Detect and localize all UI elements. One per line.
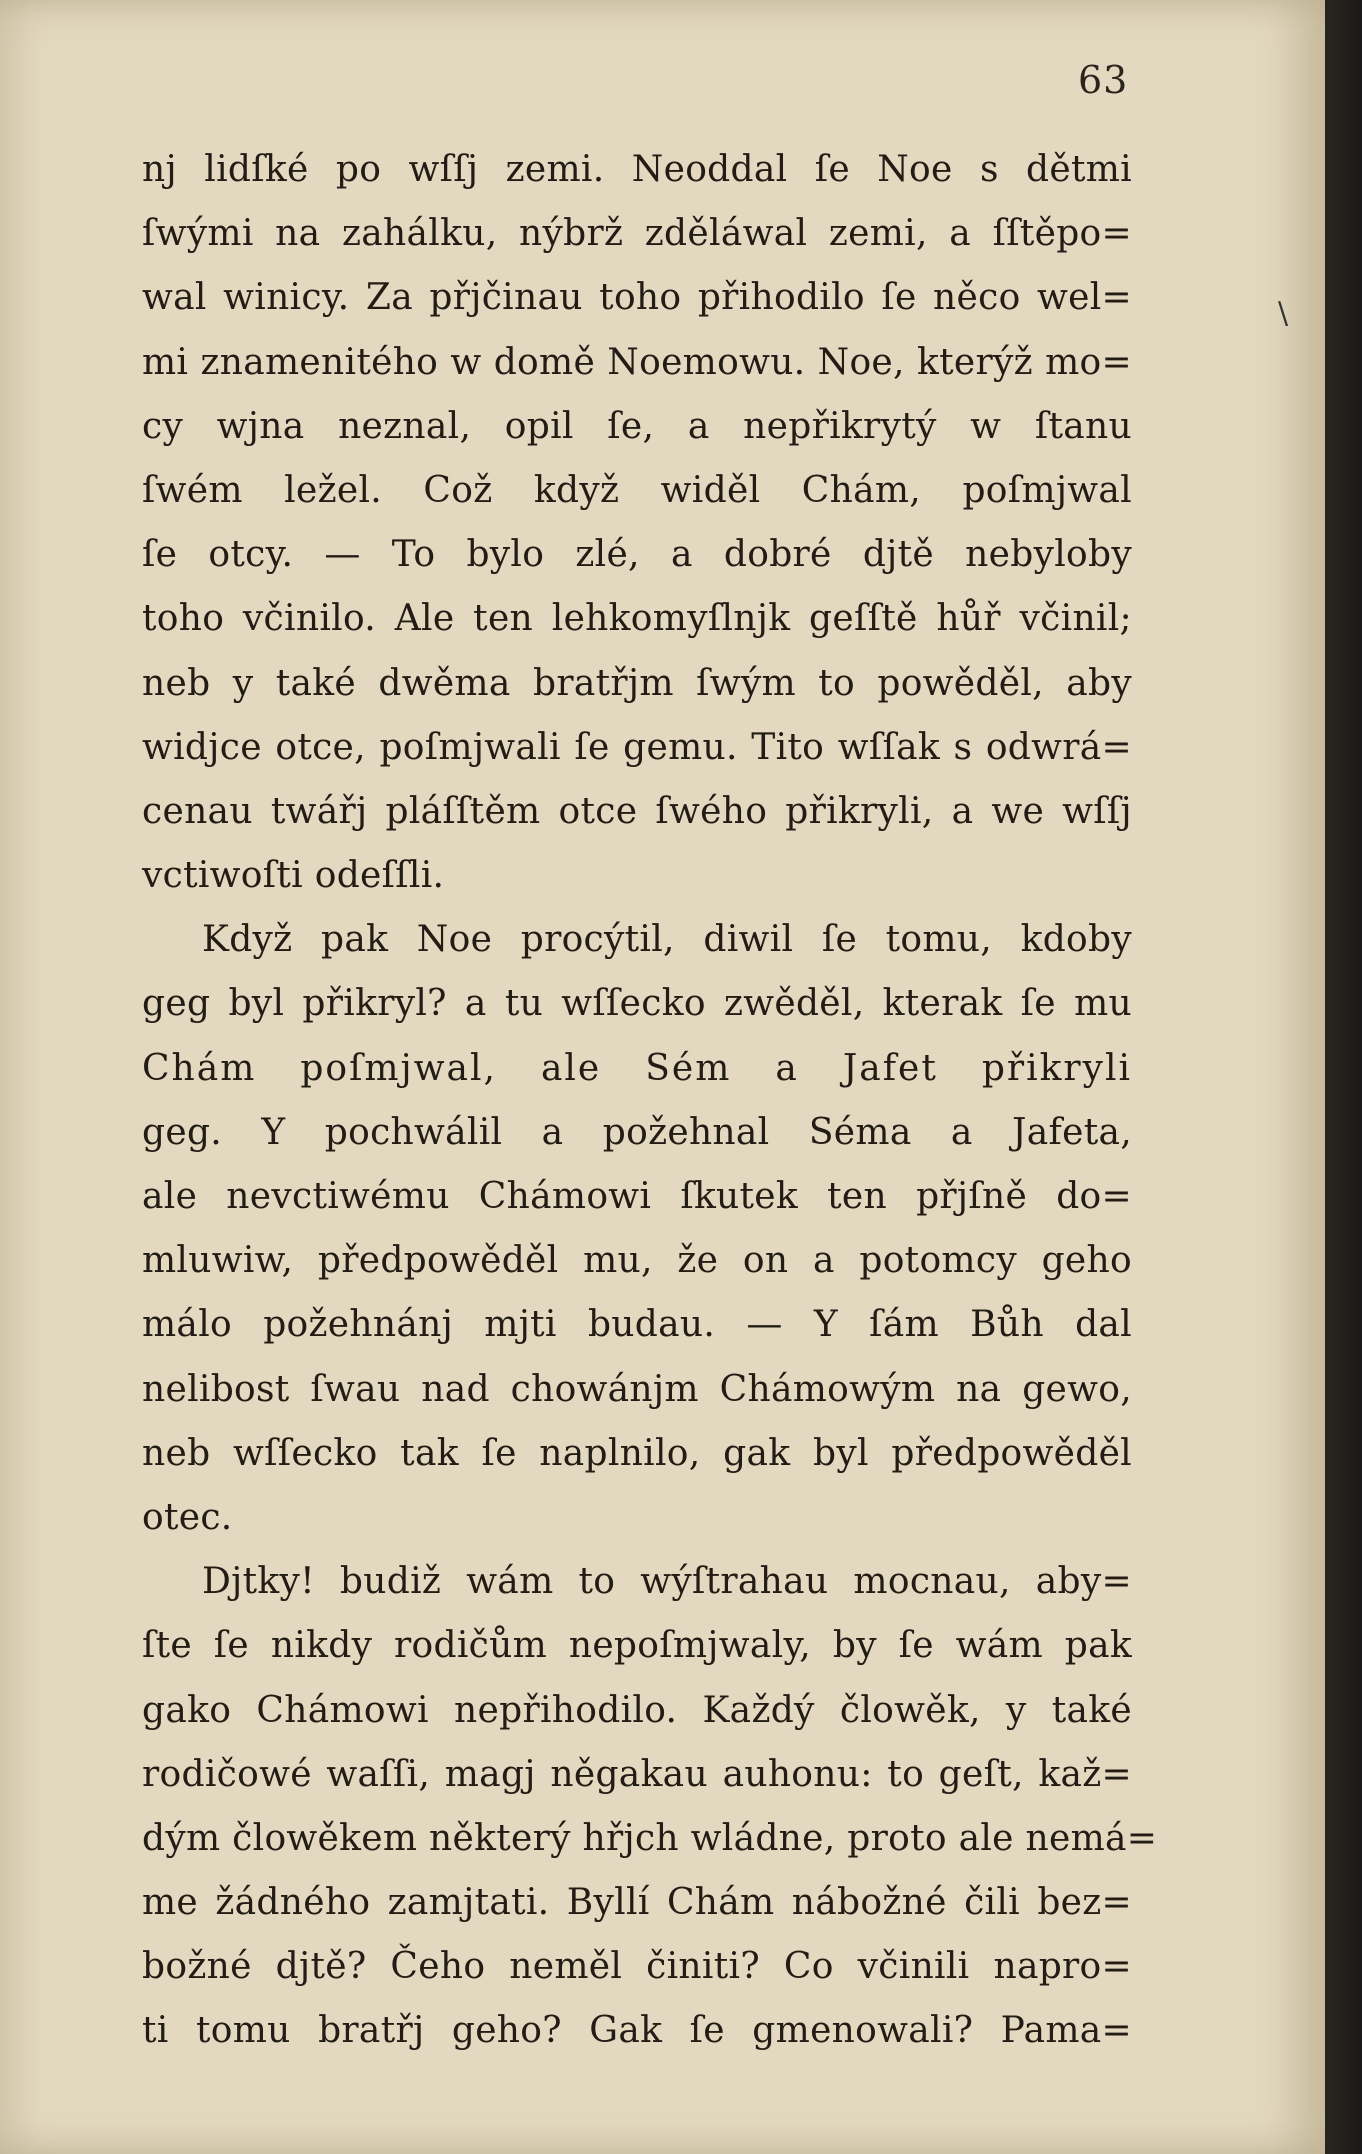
text-line: rodičowé waſſi, magj něgakau auhonu: to geſt, kaž= [142,1753,1132,1795]
text-line: neb wſſecko tak ſe naplnilo, gak byl předpowěděl [142,1432,1132,1474]
text-line: božné djtě? Čeho neměl činiti? Co včinili napro= [142,1946,1132,1988]
margin-mark: \ [1278,296,1289,331]
text-line: dým člowěkem některý hřjch wládne, proto ale nemá= [142,1817,1158,1859]
text-line: mluwiw, předpowěděl mu, že on a potomcy geho [142,1240,1132,1282]
book-spine-shadow [1325,0,1362,2154]
text-line: nelibost ſwau nad chowánjm Chámowým na gewo, [142,1368,1132,1410]
text-line: vctiwoſti odeſſli. [142,855,445,897]
text-line: Djtky! budiž wám to wýſtrahau mocnau, aby= [202,1561,1132,1603]
text-line: widjce otce, poſmjwali ſe gemu. Tito wſſak s odwrá= [142,726,1132,768]
text-line: ſwými na zahálku, nýbrž zděláwal zemi, a ſſtěpo= [142,213,1132,255]
text-line: mi znamenitého w domě Noemowu. Noe, kterýž mo= [142,341,1132,383]
text-line: geg byl přikryl? a tu wſſecko zwěděl, kterak ſe mu [142,983,1132,1025]
text-line: otec. [142,1496,233,1538]
text-line: ſwém ležel. Což když widěl Chám, poſmjwal [142,469,1132,511]
text-line: ſe otcy. — To bylo zlé, a dobré djtě nebyloby [142,534,1132,576]
text-line: ſte ſe nikdy rodičům nepoſmjwaly, by ſe wám pak [142,1625,1132,1667]
text-line: cy wjna neznal, opil ſe, a nepřikrytý w ſtanu [142,405,1132,447]
text-line: ti tomu bratřj geho? Gak ſe gmenowali? Pama= [142,2010,1132,2052]
text-line: geg. Y pochwálil a požehnal Séma a Jafeta, [142,1111,1132,1153]
text-line: neb y také dwěma bratřjm ſwým to powěděl, aby [142,662,1132,704]
text-line: toho včinilo. Ale ten lehkomyſlnjk geſſtě hůř včinil; [142,598,1132,640]
body-text [142,138,1158,2064]
text-line: málo požehnánj mjti budau. — Y ſám Bůh dal [142,1304,1132,1346]
page-number: 63 [1078,58,1129,102]
text-line: Když pak Noe procýtil, diwil ſe tomu, kdoby [202,919,1132,961]
text-line: me žádného zamjtati. Byllí Chám nábožné čili bez= [142,1882,1132,1924]
text-line: gako Chámowi nepřihodilo. Každý člowěk, y také [142,1689,1132,1731]
text-line: wal winicy. Za přjčinau toho přihodilo ſe něco wel= [142,277,1132,319]
text-line: ale nevctiwému Chámowi ſkutek ten přjſně do= [142,1176,1132,1217]
text-line: Chám poſmjwal, ale Sém a Jafet přikryli [142,1047,1132,1089]
text-line: nj lidſké po wſſj zemi. Neoddal ſe Noe s dětmi [142,149,1132,190]
text-line: cenau twářj pláſſtěm otce ſwého přikryli, a we wſſj [142,790,1132,832]
